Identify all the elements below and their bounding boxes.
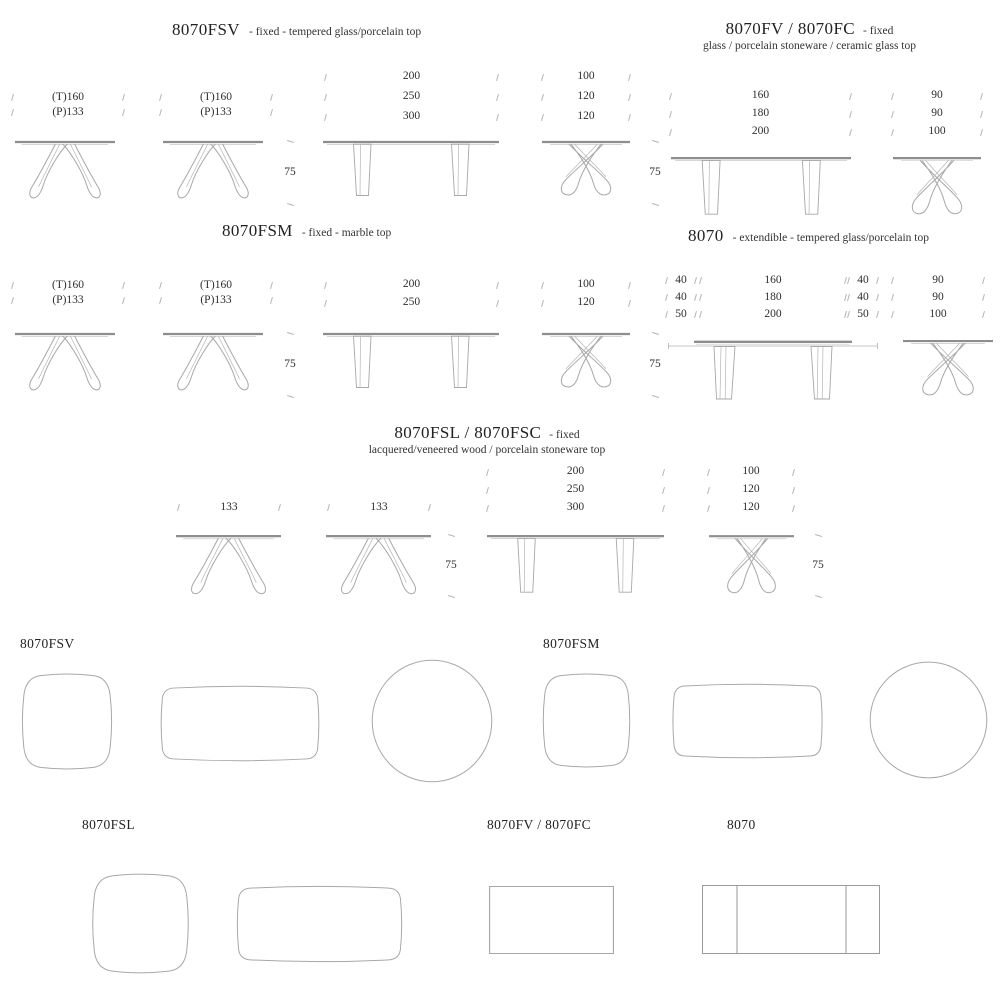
dimension-tick	[982, 294, 985, 301]
table-top-view-round	[869, 661, 988, 779]
dimension-tick	[122, 109, 125, 116]
top-view-label-8070fsm: 8070FSM	[543, 636, 600, 651]
section-header-8070fsm	[222, 221, 391, 241]
height-value: 75	[649, 166, 661, 179]
dimension-tick	[699, 294, 702, 301]
dimension-tick	[628, 93, 631, 100]
dimension-tick	[662, 468, 665, 475]
dimension-tick	[694, 311, 697, 318]
table-top-view-extendible-rectangle	[702, 885, 880, 954]
dimension-tick	[651, 332, 658, 335]
table-side-view-hairpin-legs	[15, 331, 115, 393]
dimension-value: 90	[931, 107, 943, 120]
dimension-group	[325, 276, 498, 312]
dimension-value: 50	[857, 307, 869, 320]
dimension-tick	[669, 128, 672, 135]
dimension-tick	[496, 73, 499, 80]
dimension-tick	[496, 113, 499, 120]
dimension-value: 180	[751, 107, 770, 120]
dimension-value: 120	[742, 483, 760, 496]
dimension-tick	[496, 93, 499, 100]
height-dimension	[277, 141, 303, 205]
dimension-value: 40	[675, 290, 687, 303]
model-number: 8070FSL / 8070FSC	[394, 423, 542, 442]
dimension-tick	[982, 277, 985, 284]
dimension-group	[325, 67, 498, 127]
dimension-group	[160, 90, 272, 120]
model-description-line2: lacquered/veneered wood / porcelain stoneware top	[368, 444, 606, 456]
dimension-tick	[270, 94, 273, 101]
dimension-tick	[980, 110, 983, 117]
model-description: - fixed - marble top	[301, 227, 392, 239]
dimension-value: (P)133	[52, 293, 84, 306]
dimension-tick	[286, 140, 293, 143]
dimension-group	[160, 278, 272, 308]
dimension-tick	[628, 299, 631, 306]
dimension-tick	[980, 128, 983, 135]
dimension-tick	[447, 595, 454, 598]
top-view-label-8070: 8070	[727, 817, 756, 832]
dimension-tick	[286, 203, 293, 206]
dimension-tick	[847, 294, 850, 301]
dimension-tick	[447, 534, 454, 537]
dimension-value: (P)133	[200, 105, 232, 118]
dimension-tick	[982, 311, 985, 318]
dimension-value: (P)133	[52, 105, 84, 118]
dimension-value: (T)160	[52, 90, 84, 103]
dimension-tick	[651, 395, 658, 398]
dimension-group	[670, 87, 851, 141]
dimension-value: 40	[857, 290, 869, 303]
table-side-view-butterfly-legs	[903, 338, 993, 399]
dimension-tick	[699, 311, 702, 318]
dimension-tick	[324, 281, 327, 288]
dimension-tick	[486, 504, 489, 511]
height-dimension	[642, 141, 668, 205]
section-header-8070fsv	[172, 20, 421, 40]
dimension-tick	[628, 73, 631, 80]
dimension-tick	[651, 140, 658, 143]
dimension-tick	[324, 93, 327, 100]
table-side-view-panel-legs	[487, 533, 664, 598]
dimension-tick	[876, 311, 879, 318]
dimension-tick	[876, 294, 879, 301]
table-side-view-panel-legs	[671, 155, 851, 220]
dimension-tick	[122, 94, 125, 101]
dimension-value: 250	[566, 483, 585, 496]
table-side-view-butterfly-legs	[542, 139, 630, 199]
dimension-tick	[651, 203, 658, 206]
dimension-value: 180	[764, 290, 782, 303]
height-dimension	[277, 333, 303, 397]
dimension-tick	[891, 128, 894, 135]
table-side-view-hairpin-legs	[15, 139, 115, 201]
dimension-tick	[628, 281, 631, 288]
dimension-tick	[707, 486, 710, 493]
height-value: 75	[649, 358, 661, 371]
model-description: - extendible - tempered glass/porcelain top	[732, 232, 929, 244]
top-view-label-8070fv-8070fc: 8070FV / 8070FC	[487, 817, 592, 832]
dimension-tick	[270, 297, 273, 304]
dimension-tick	[694, 277, 697, 284]
dimension-tick	[849, 128, 852, 135]
dimension-tick	[669, 92, 672, 99]
table-side-view-butterfly-legs	[542, 331, 630, 391]
dimension-value: (T)160	[52, 278, 84, 291]
dimension-value: (P)133	[200, 293, 232, 306]
model-description: - fixed	[549, 429, 580, 441]
dimension-group	[328, 500, 430, 515]
dimension-tick	[665, 311, 668, 318]
dimension-tick	[428, 504, 431, 511]
height-dimension	[438, 535, 464, 597]
top-view-label-8070fsl: 8070FSL	[82, 817, 136, 832]
table-side-view-extendible	[668, 338, 878, 404]
dimension-value: 40	[675, 273, 687, 286]
dimension-tick	[669, 110, 672, 117]
dimension-tick	[159, 109, 162, 116]
dimension-group	[708, 463, 794, 517]
height-value: 75	[812, 559, 824, 572]
dimension-group-extension-left	[666, 272, 696, 323]
dimension-tick	[11, 297, 14, 304]
section-header-8070fv-8070fc	[697, 19, 922, 52]
dimension-tick	[11, 94, 14, 101]
dimension-group	[542, 276, 630, 312]
dimension-tick	[849, 110, 852, 117]
dimension-value: 100	[742, 465, 760, 478]
top-view-label-8070fsv: 8070FSV	[20, 636, 75, 651]
dimension-tick	[486, 468, 489, 475]
dimension-tick	[980, 92, 983, 99]
dimension-tick	[628, 113, 631, 120]
table-side-view-panel-legs	[323, 139, 499, 201]
dimension-tick	[847, 311, 850, 318]
model-description: - fixed - tempered glass/porcelain top	[249, 26, 422, 38]
dimension-tick	[662, 486, 665, 493]
dimension-tick	[541, 73, 544, 80]
table-side-view-hairpin-legs	[163, 331, 263, 393]
dimension-group	[892, 272, 984, 323]
dimension-group	[892, 87, 982, 141]
dimension-tick	[699, 277, 702, 284]
dimension-value: 120	[742, 501, 760, 514]
dimension-value: 100	[928, 125, 946, 138]
dimension-tick	[891, 110, 894, 117]
dimension-tick	[665, 277, 668, 284]
model-number: 8070FSV	[172, 20, 240, 39]
dimension-tick	[486, 486, 489, 493]
dimension-tick	[496, 299, 499, 306]
dimension-tick	[270, 282, 273, 289]
dimension-tick	[324, 73, 327, 80]
table-top-view-rectangle	[489, 886, 614, 954]
height-value: 75	[284, 166, 296, 179]
table-side-view-butterfly-legs	[893, 155, 981, 218]
dimension-group	[12, 278, 124, 308]
dimension-value: 160	[764, 273, 782, 286]
dimension-value: 200	[764, 307, 782, 320]
section-header-8070	[688, 226, 929, 246]
dimension-tick	[792, 486, 795, 493]
model-number: 8070	[688, 226, 724, 245]
dimension-tick	[707, 504, 710, 511]
dimension-tick	[665, 294, 668, 301]
dimension-tick	[792, 468, 795, 475]
dimension-tick	[541, 113, 544, 120]
dimension-tick	[891, 92, 894, 99]
table-side-view-hairpin-legs	[163, 139, 263, 201]
height-dimension	[805, 535, 831, 597]
table-top-view-rounded-rectangle	[233, 883, 406, 965]
dimension-value: 120	[577, 90, 595, 103]
table-side-view-panel-legs	[323, 331, 499, 393]
dimension-tick	[662, 504, 665, 511]
dimension-value: 250	[402, 90, 421, 103]
dimension-tick	[122, 297, 125, 304]
dimension-tick	[496, 281, 499, 288]
dimension-value: 120	[577, 296, 595, 309]
dimension-tick	[541, 281, 544, 288]
dimension-value: 133	[370, 500, 388, 513]
table-side-view-butterfly-legs	[709, 533, 794, 597]
dimension-tick	[891, 294, 894, 301]
table-top-view-rounded-square	[539, 671, 634, 770]
dimension-value: 300	[402, 110, 421, 123]
dimension-tick	[324, 299, 327, 306]
dimension-tick	[541, 299, 544, 306]
dimension-value: 300	[566, 501, 585, 514]
dimension-value: 120	[577, 110, 595, 123]
dimension-group	[12, 90, 124, 120]
dimension-tick	[177, 504, 180, 511]
table-side-view-hairpin-legs	[326, 533, 431, 597]
dimension-value: 160	[751, 89, 770, 102]
dimension-tick	[707, 468, 710, 475]
model-number: 8070FV / 8070FC	[725, 19, 856, 38]
dimension-tick	[159, 282, 162, 289]
dimension-value: 133	[220, 500, 238, 513]
dimension-value: (T)160	[200, 90, 232, 103]
dimension-tick	[286, 395, 293, 398]
dimension-value: 200	[751, 125, 770, 138]
height-value: 75	[284, 358, 296, 371]
dimension-tick	[286, 332, 293, 335]
dimension-tick	[849, 92, 852, 99]
dimension-tick	[278, 504, 281, 511]
dimension-group	[542, 67, 630, 127]
dimension-tick	[814, 595, 821, 598]
dimension-tick	[270, 109, 273, 116]
dimension-value: 100	[929, 307, 947, 320]
dimension-tick	[814, 534, 821, 537]
dimension-value: 200	[402, 70, 421, 83]
dimension-tick	[847, 277, 850, 284]
model-description-line2: glass / porcelain stoneware / ceramic glass top	[703, 40, 916, 52]
model-number: 8070FSM	[222, 221, 293, 240]
dimension-tick	[159, 297, 162, 304]
model-description: - fixed	[863, 25, 894, 37]
section-header-8070fsl-8070fsc	[332, 423, 642, 456]
dimension-value: (T)160	[200, 278, 232, 291]
dimension-group-extension-right	[848, 272, 878, 323]
dimension-group	[487, 463, 664, 517]
dimension-value: 90	[932, 273, 944, 286]
dimension-tick	[876, 277, 879, 284]
table-top-view-rounded-rectangle	[669, 681, 826, 761]
table-top-view-rounded-rectangle	[157, 683, 323, 764]
table-side-view-hairpin-legs	[176, 533, 281, 597]
dimension-value: 100	[577, 70, 595, 83]
dimension-tick	[159, 94, 162, 101]
dimension-tick	[891, 311, 894, 318]
dimension-value: 50	[675, 307, 687, 320]
dimension-group	[700, 272, 846, 323]
dimension-tick	[11, 282, 14, 289]
dimension-value: 90	[932, 290, 944, 303]
dimension-value: 250	[402, 296, 421, 309]
dimension-tick	[122, 282, 125, 289]
dimension-value: 90	[931, 89, 943, 102]
dimension-tick	[327, 504, 330, 511]
dimension-tick	[324, 113, 327, 120]
table-top-view-rounded-square	[18, 671, 116, 772]
dimension-value: 200	[402, 278, 421, 291]
height-value: 75	[445, 559, 457, 572]
table-top-view-round	[371, 659, 493, 783]
dimension-value: 100	[577, 278, 595, 291]
dimension-tick	[792, 504, 795, 511]
dimension-value: 200	[566, 465, 585, 478]
dimension-tick	[11, 109, 14, 116]
dimension-tick	[541, 93, 544, 100]
dimension-group	[178, 500, 280, 515]
table-top-view-rounded-square	[88, 871, 193, 976]
height-dimension	[642, 333, 668, 397]
dimension-tick	[891, 277, 894, 284]
dimension-value: 40	[857, 273, 869, 286]
dimension-tick	[694, 294, 697, 301]
